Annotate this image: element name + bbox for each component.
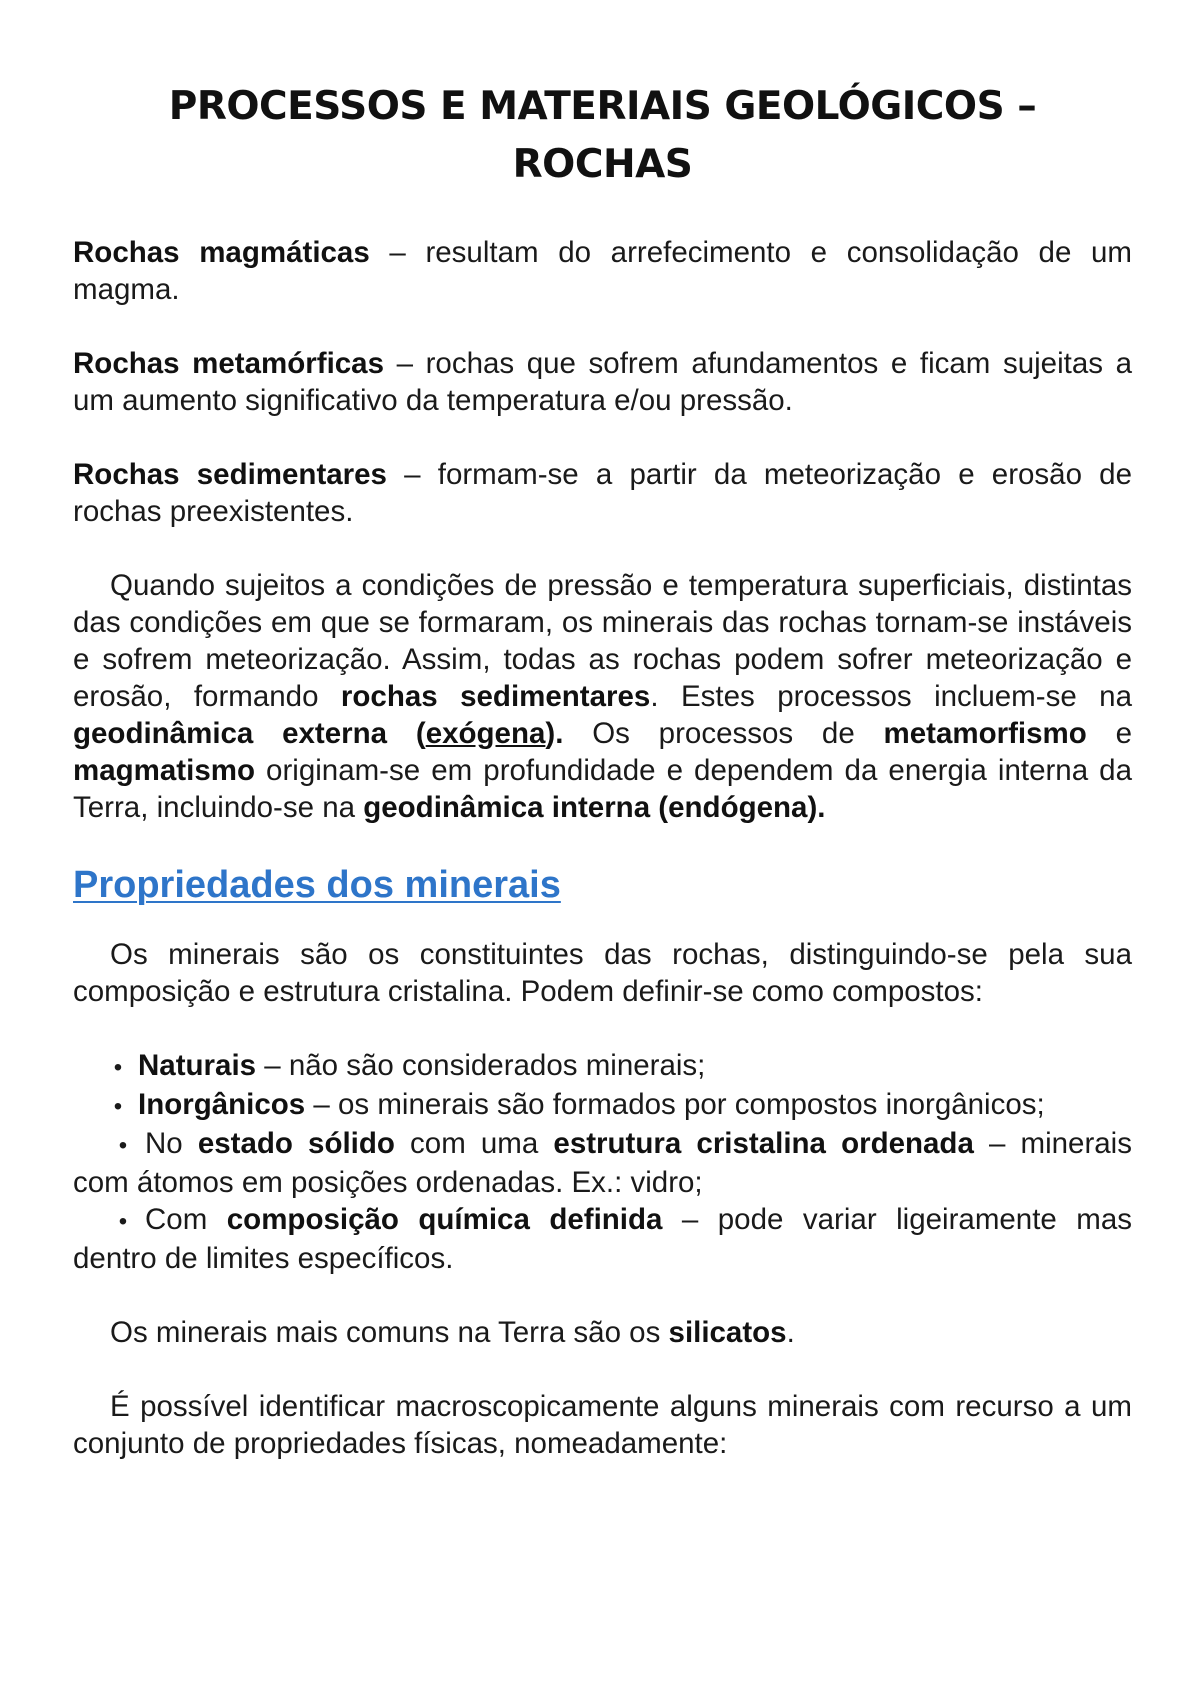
bold-term: silicatos bbox=[668, 1316, 787, 1349]
bold-term: Inorgânicos bbox=[138, 1088, 306, 1121]
geodynamics-paragraph bbox=[73, 567, 1132, 826]
text-run: com uma bbox=[394, 1127, 554, 1160]
text-run: – não são considerados minerais; bbox=[256, 1049, 706, 1082]
bold-term: geodinâmica interna (endógena). bbox=[363, 791, 826, 824]
definition-text: – resultam do arrefecimento e consolidação de um magma. bbox=[73, 236, 1132, 306]
closing-paragraph: É possível identificar macroscopicamente alguns minerais com recurso a um conjunto de propriedades físicas, nomeadamente: bbox=[73, 1390, 1132, 1460]
definition-term: Rochas sedimentares bbox=[73, 458, 387, 491]
text-run: e bbox=[1086, 717, 1132, 750]
text-run: – pode variar ligeiramente mas dentro de limites específicos. bbox=[73, 1203, 1133, 1275]
bold-term: composição química definida bbox=[226, 1203, 663, 1236]
minerals-intro-paragraph: Os minerais são os constituintes das rochas, distinguindo-se pela sua composição e estrutura cristalina. Podem definir-se como compostos: bbox=[73, 938, 1132, 1008]
definition-magmatic bbox=[73, 234, 1132, 308]
list-item bbox=[73, 1047, 1132, 1086]
definition-text: – formam-se a partir da meteorização e erosão de rochas preexistentes. bbox=[73, 458, 1132, 528]
bullet-icon: • bbox=[113, 1054, 123, 1081]
bold-term-part: geodinâmica externa ( bbox=[73, 717, 426, 750]
page-title bbox=[73, 78, 1132, 194]
text-run: No bbox=[145, 1127, 198, 1160]
definition-term: Rochas magmáticas bbox=[73, 236, 370, 269]
text-run: Os processos de bbox=[563, 717, 884, 750]
definition-metamorphic bbox=[73, 345, 1132, 419]
text-run: Quando sujeitos a condições de pressão e temperatura superficiais, distintas das condições em que se formaram, os minerais das rochas tornam-se instáveis e sofrem meteorização. Assim, todas as rochas podem sofrer meteorização e erosão, formando bbox=[73, 569, 1132, 713]
definition-sedimentary bbox=[73, 456, 1132, 530]
bullet-icon: • bbox=[118, 1208, 128, 1235]
bold-term: estado sólido bbox=[197, 1127, 395, 1160]
title-line-1: PROCESSOS E MATERIAIS GEOLÓGICOS – bbox=[168, 84, 1037, 129]
definition-term: Rochas metamórficas bbox=[73, 347, 384, 380]
underlined-term: exógena bbox=[425, 717, 546, 750]
title-line-2: ROCHAS bbox=[512, 142, 693, 187]
bold-term: magmatismo bbox=[73, 754, 255, 787]
text-run: – os minerais são formados por compostos inorgânicos; bbox=[305, 1088, 1045, 1121]
text-run: Com bbox=[145, 1203, 227, 1236]
bold-term: Naturais bbox=[138, 1049, 257, 1082]
bold-term: estrutura cristalina ordenada bbox=[553, 1127, 974, 1160]
bullet-icon: • bbox=[113, 1093, 123, 1120]
text-run: . Estes processos incluem-se na bbox=[650, 680, 1132, 713]
text-run: originam-se em profundidade e dependem da energia interna da Terra, incluindo-se na bbox=[73, 754, 1132, 824]
bullet-icon: • bbox=[118, 1132, 128, 1159]
bold-term: rochas sedimentares bbox=[340, 680, 651, 713]
list-item bbox=[73, 1201, 1132, 1277]
section-heading: Propriedades dos minerais bbox=[73, 864, 561, 906]
bold-term-part: ). bbox=[545, 717, 564, 750]
text-run: – minerais com átomos em posições ordenadas. Ex.: vidro; bbox=[73, 1127, 1132, 1199]
bold-term bbox=[73, 717, 563, 750]
text-run: . bbox=[786, 1316, 795, 1349]
bold-term: metamorfismo bbox=[883, 717, 1087, 750]
list-item bbox=[73, 1086, 1132, 1125]
text-run: Os minerais mais comuns na Terra são os bbox=[110, 1316, 669, 1349]
definition-text: – rochas que sofrem afundamentos e ficam sujeitas a um aumento significativo da temperatura e/ou pressão. bbox=[73, 347, 1132, 417]
mineral-properties-list bbox=[73, 1047, 1132, 1277]
common-minerals-paragraph bbox=[73, 1314, 1132, 1351]
list-item bbox=[73, 1125, 1132, 1201]
